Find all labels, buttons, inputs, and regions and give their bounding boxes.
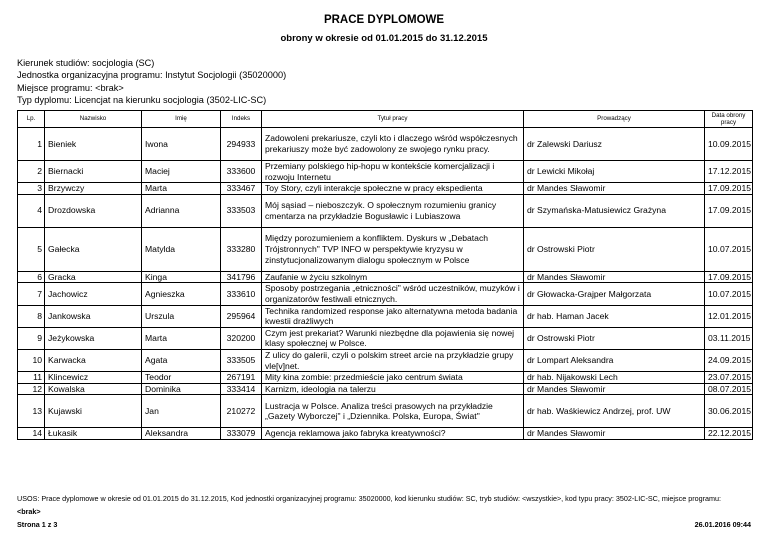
defense-date: 08.07.2015 — [705, 383, 753, 395]
col-header-index: Indeks — [221, 111, 262, 128]
table-row — [18, 128, 753, 161]
supervisor: dr Mandes Sławomir — [524, 183, 705, 195]
surname: Bieniek — [45, 128, 142, 161]
thesis-title: Przemiany polskiego hip-hopu w kontekście komercjalizacji i rozwoju Internetu — [262, 161, 524, 183]
student-index: 333467 — [221, 183, 262, 195]
supervisor: dr Lompart Aleksandra — [524, 349, 705, 371]
surname: Łukasik — [45, 428, 142, 440]
row-number: 14 — [18, 428, 45, 440]
surname: Gracka — [45, 271, 142, 283]
theses-table — [17, 110, 753, 440]
program-location: Miejsce programu: <brak> — [17, 82, 124, 93]
first-name: Kinga — [142, 271, 221, 283]
defense-date: 17.09.2015 — [705, 194, 753, 227]
defense-date: 12.01.2015 — [705, 305, 753, 327]
first-name: Agnieszka — [142, 283, 221, 305]
thesis-title: Sposoby postrzegania „etniczności" wśród uczestników, muzyków i organizatorów festiwali etnicznych. — [262, 283, 524, 305]
thesis-title: Zadowoleni prekariusze, czyli kto i dlaczego wśród współczesnych prekariuszy może być zadowolony ze swojego rynku pracy. — [262, 128, 524, 161]
thesis-title: Z ulicy do galerii, czyli o polskim street arcie na przykładzie grupy vle[v]net. — [262, 349, 524, 371]
supervisor: dr Mandes Sławomir — [524, 383, 705, 395]
first-name: Aleksandra — [142, 428, 221, 440]
first-name: Maciej — [142, 161, 221, 183]
row-number: 4 — [18, 194, 45, 227]
student-index: 333280 — [221, 227, 262, 271]
row-number: 7 — [18, 283, 45, 305]
surname: Jachowicz — [45, 283, 142, 305]
thesis-title: Między porozumieniem a konfliktem. Dyskurs w „Debatach Trójstronnych" TVP INFO w perspektywie kryzysu w zinstytucjonalizowanym dialogu społecznym w Polsce — [262, 227, 524, 271]
first-name: Agata — [142, 349, 221, 371]
col-header-supervisor: Prowadzący — [524, 111, 705, 128]
surname: Klincewicz — [45, 372, 142, 384]
table-row — [18, 183, 753, 195]
student-index: 333610 — [221, 283, 262, 305]
surname: Brzywczy — [45, 183, 142, 195]
student-index: 295964 — [221, 305, 262, 327]
student-index: 341796 — [221, 271, 262, 283]
table-header-row — [18, 111, 753, 128]
col-header-lp: Lp. — [18, 111, 45, 128]
defense-date: 10.07.2015 — [705, 227, 753, 271]
supervisor: dr hab. Waśkiewicz Andrzej, prof. UW — [524, 395, 705, 428]
supervisor: dr Szymańska-Matusiewicz Grażyna — [524, 194, 705, 227]
student-index: 333505 — [221, 349, 262, 371]
col-header-date: Data obrony pracy — [705, 111, 753, 128]
defense-date: 17.09.2015 — [705, 183, 753, 195]
defense-date: 23.07.2015 — [705, 372, 753, 384]
first-name: Matylda — [142, 227, 221, 271]
table-row — [18, 395, 753, 428]
program-info — [17, 57, 286, 107]
col-header-surname: Nazwisko — [45, 111, 142, 128]
row-number: 10 — [18, 349, 45, 371]
document-title: PRACE DYPLOMOWE — [323, 14, 445, 26]
supervisor: dr hab. Haman Jacek — [524, 305, 705, 327]
first-name: Dominika — [142, 383, 221, 395]
thesis-title: Lustracja w Polsce. Analiza treści prasowych na przykładzie „Gazety Wyborczej" i „Dziennika. Polska, Europa, Świat" — [262, 395, 524, 428]
row-number: 3 — [18, 183, 45, 195]
footer-description: USOS: Prace dyplomowe w okresie od 01.01.2015 do 31.12.2015, Kod jednostki organizacyjnej programu: 35020000, kod kierunku studiów: SC, tryb studiów: <wszystkie>, kod typu pracy: 3502-LIC-SC, miejsce programu: — [17, 494, 721, 503]
row-number: 2 — [18, 161, 45, 183]
supervisor: dr Ostrowski Piotr — [524, 227, 705, 271]
student-index: 333079 — [221, 428, 262, 440]
thesis-title: Mity kina zombie: przedmieście jako centrum świata — [262, 372, 524, 384]
thesis-title: Karnizm, ideologia na talerzu — [262, 383, 524, 395]
student-index: 210272 — [221, 395, 262, 428]
row-number: 13 — [18, 395, 45, 428]
field-of-study: Kierunek studiów: socjologia (SC) — [17, 58, 155, 68]
surname: Karwacka — [45, 349, 142, 371]
supervisor: dr hab. Nijakowski Lech — [524, 372, 705, 384]
print-timestamp: 26.01.2016 09:44 — [694, 520, 751, 529]
footer-location: <brak> — [17, 507, 41, 516]
page-number: Strona 1 z 3 — [17, 520, 58, 529]
first-name: Teodor — [142, 372, 221, 384]
table-row — [18, 349, 753, 371]
student-index: 267191 — [221, 372, 262, 384]
surname: Drozdowska — [45, 194, 142, 227]
col-header-name: Imię — [142, 111, 221, 128]
student-index: 320200 — [221, 327, 262, 349]
row-number: 5 — [18, 227, 45, 271]
first-name: Adrianna — [142, 194, 221, 227]
thesis-title: Toy Story, czyli interakcje społeczne w pracy ekspedienta — [262, 183, 524, 195]
row-number: 1 — [18, 128, 45, 161]
table-row — [18, 383, 753, 395]
surname: Jeżykowska — [45, 327, 142, 349]
table-row — [18, 428, 753, 440]
col-header-title: Tytuł pracy — [262, 111, 524, 128]
student-index: 333600 — [221, 161, 262, 183]
supervisor: dr Mandes Sławomir — [524, 428, 705, 440]
row-number: 11 — [18, 372, 45, 384]
surname: Biernacki — [45, 161, 142, 183]
supervisor: dr Mandes Sławomir — [524, 271, 705, 283]
defense-date: 17.09.2015 — [705, 271, 753, 283]
surname: Gałecka — [45, 227, 142, 271]
first-name: Iwona — [142, 128, 221, 161]
table-row — [18, 227, 753, 271]
first-name: Marta — [142, 183, 221, 195]
row-number: 12 — [18, 383, 45, 395]
organizational-unit: Jednostka organizacyjna programu: Instytut Socjologii (35020000) — [17, 70, 287, 81]
surname: Jankowska — [45, 305, 142, 327]
table-row — [18, 305, 753, 327]
table-row — [18, 283, 753, 305]
thesis-title: Agencja reklamowa jako fabryka kreatywności? — [262, 428, 524, 440]
table-row — [18, 194, 753, 227]
defense-date: 17.12.2015 — [705, 161, 753, 183]
thesis-title: Technika randomized response jako alternatywna metoda badania kwestii drażliwych — [262, 305, 524, 327]
defense-date: 03.11.2015 — [705, 327, 753, 349]
table-row — [18, 372, 753, 384]
defense-date: 22.12.2015 — [705, 428, 753, 440]
thesis-title: Mój sąsiad – nieboszczyk. O społecznym rozumieniu granicy cmentarza na przykładzie Bogusławic i Lubiaszowa — [262, 194, 524, 227]
defense-date: 10.07.2015 — [705, 283, 753, 305]
defense-date: 10.09.2015 — [705, 128, 753, 161]
first-name: Jan — [142, 395, 221, 428]
student-index: 333414 — [221, 383, 262, 395]
defense-date: 24.09.2015 — [705, 349, 753, 371]
student-index: 333503 — [221, 194, 262, 227]
supervisor: dr Ostrowski Piotr — [524, 327, 705, 349]
first-name: Urszula — [142, 305, 221, 327]
first-name: Marta — [142, 327, 221, 349]
row-number: 6 — [18, 271, 45, 283]
row-number: 9 — [18, 327, 45, 349]
surname: Kowalska — [45, 383, 142, 395]
document-subtitle: obrony w okresie od 01.01.2015 do 31.12.2015 — [280, 33, 488, 44]
diploma-type: Typ dyplomu: Licencjat na kierunku socjologia (3502-LIC-SC) — [17, 95, 267, 106]
thesis-title: Czym jest prekariat? Warunki niezbędne dla pojawienia się nowej klasy społecznej w Polsce. — [262, 327, 524, 349]
supervisor: dr Lewicki Mikołaj — [524, 161, 705, 183]
row-number: 8 — [18, 305, 45, 327]
table-row — [18, 161, 753, 183]
student-index: 294933 — [221, 128, 262, 161]
defense-date: 30.06.2015 — [705, 395, 753, 428]
table-row — [18, 271, 753, 283]
surname: Kujawski — [45, 395, 142, 428]
table-row — [18, 327, 753, 349]
thesis-title: Zaufanie w życiu szkolnym — [262, 271, 524, 283]
supervisor: dr Zalewski Dariusz — [524, 128, 705, 161]
supervisor: dr Głowacka-Grajper Małgorzata — [524, 283, 705, 305]
